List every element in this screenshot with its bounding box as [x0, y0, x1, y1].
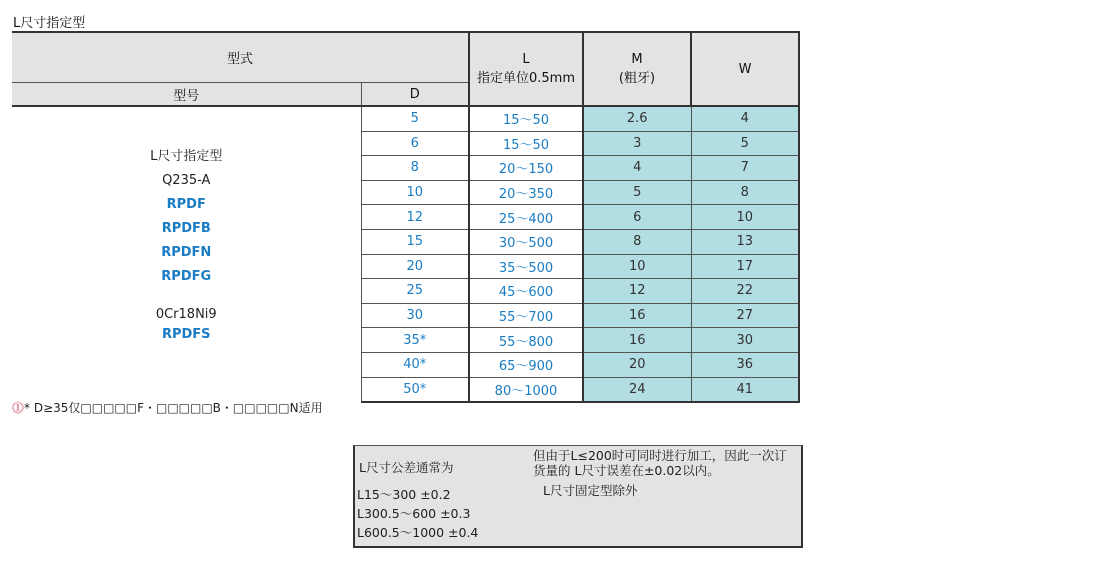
l-header — [469, 32, 583, 106]
d-cell: 6 — [361, 131, 469, 156]
material-stainless: 0Cr18Ni9 — [155, 306, 217, 322]
model-header: 型号 — [12, 83, 361, 107]
m-cell: 16 — [583, 328, 691, 353]
batch-note: 但由于L≤200时可同时进行加工，因此一次订货量的 L尺寸误差在±0.02以内。 — [533, 448, 787, 478]
w-cell: 17 — [691, 254, 799, 279]
m-cell: 5 — [583, 180, 691, 205]
w-cell: 41 — [691, 377, 799, 402]
tolerance-heading: L尺寸公差通常为 — [359, 460, 454, 475]
d-cell: 35* — [361, 328, 469, 353]
l-cell: 55～800 — [469, 328, 583, 353]
table-row — [12, 106, 799, 131]
tolerance-box — [353, 445, 803, 548]
m-cell: 8 — [583, 229, 691, 254]
l-cell: 55～700 — [469, 303, 583, 328]
w-cell: 4 — [691, 106, 799, 131]
l-cell: 35～500 — [469, 254, 583, 279]
tolerance-line: L15～300 ±0.2 — [357, 487, 451, 502]
model-code-rpdfb: RPDFB — [161, 220, 211, 236]
w-cell: 8 — [691, 180, 799, 205]
spec-table — [12, 31, 800, 403]
m-header-note: (粗牙) — [618, 71, 656, 86]
d-cell: 50* — [361, 377, 469, 402]
l-cell: 30～500 — [469, 229, 583, 254]
l-cell: 45～600 — [469, 279, 583, 304]
m-cell: 3 — [583, 131, 691, 156]
l-header-label: L — [522, 52, 530, 67]
d-cell: 5 — [361, 106, 469, 131]
tolerance-line: L600.5～1000 ±0.4 — [357, 525, 479, 540]
l-cell: 15～50 — [469, 131, 583, 156]
m-cell: 4 — [583, 156, 691, 181]
model-code-rpdf: RPDF — [166, 196, 206, 212]
w-cell: 30 — [691, 328, 799, 353]
l-cell: 15～50 — [469, 106, 583, 131]
d-cell: 8 — [361, 156, 469, 181]
d-cell: 15 — [361, 229, 469, 254]
w-cell: 5 — [691, 131, 799, 156]
page-title: L尺寸指定型 — [13, 16, 86, 31]
l-cell: 65～900 — [469, 352, 583, 377]
m-header — [583, 32, 691, 106]
m-cell: 24 — [583, 377, 691, 402]
l-cell: 80～1000 — [469, 377, 583, 402]
model-cell — [12, 106, 361, 402]
tolerance-line: L300.5～600 ±0.3 — [357, 506, 471, 521]
l-cell: 20～150 — [469, 156, 583, 181]
w-cell: 22 — [691, 279, 799, 304]
footnote-text: * D≥35仅□□□□□F・□□□□□B・□□□□□N适用 — [24, 401, 323, 415]
m-header-label: M — [631, 52, 643, 67]
exception-note: L尺寸固定型除外 — [543, 483, 638, 498]
w-cell: 7 — [691, 156, 799, 181]
w-cell: 36 — [691, 352, 799, 377]
l-cell: 25～400 — [469, 205, 583, 230]
m-cell: 10 — [583, 254, 691, 279]
m-cell: 6 — [583, 205, 691, 230]
model-series-name: L尺寸指定型 — [150, 148, 223, 164]
w-cell: 10 — [691, 205, 799, 230]
d-header: D — [361, 83, 469, 107]
model-code-rpdfn: RPDFN — [161, 244, 212, 260]
l-cell: 20～350 — [469, 180, 583, 205]
w-cell: 13 — [691, 229, 799, 254]
note-icon: ⓵ — [12, 401, 25, 415]
type-header: 型式 — [12, 32, 469, 83]
material-steel: Q235-A — [162, 172, 211, 188]
w-cell: 27 — [691, 303, 799, 328]
m-cell: 12 — [583, 279, 691, 304]
d-cell: 20 — [361, 254, 469, 279]
w-header: W — [691, 32, 799, 106]
m-cell: 2.6 — [583, 106, 691, 131]
d-cell: 40* — [361, 352, 469, 377]
model-code-rpdfg: RPDFG — [161, 268, 212, 284]
d-cell: 10 — [361, 180, 469, 205]
d-cell: 25 — [361, 279, 469, 304]
m-cell: 16 — [583, 303, 691, 328]
d-cell: 12 — [361, 205, 469, 230]
footnote — [12, 399, 323, 416]
model-code-rpdfs: RPDFS — [161, 326, 211, 342]
l-header-unit: 指定单位0.5mm — [476, 71, 575, 86]
d-cell: 30 — [361, 303, 469, 328]
m-cell: 20 — [583, 352, 691, 377]
